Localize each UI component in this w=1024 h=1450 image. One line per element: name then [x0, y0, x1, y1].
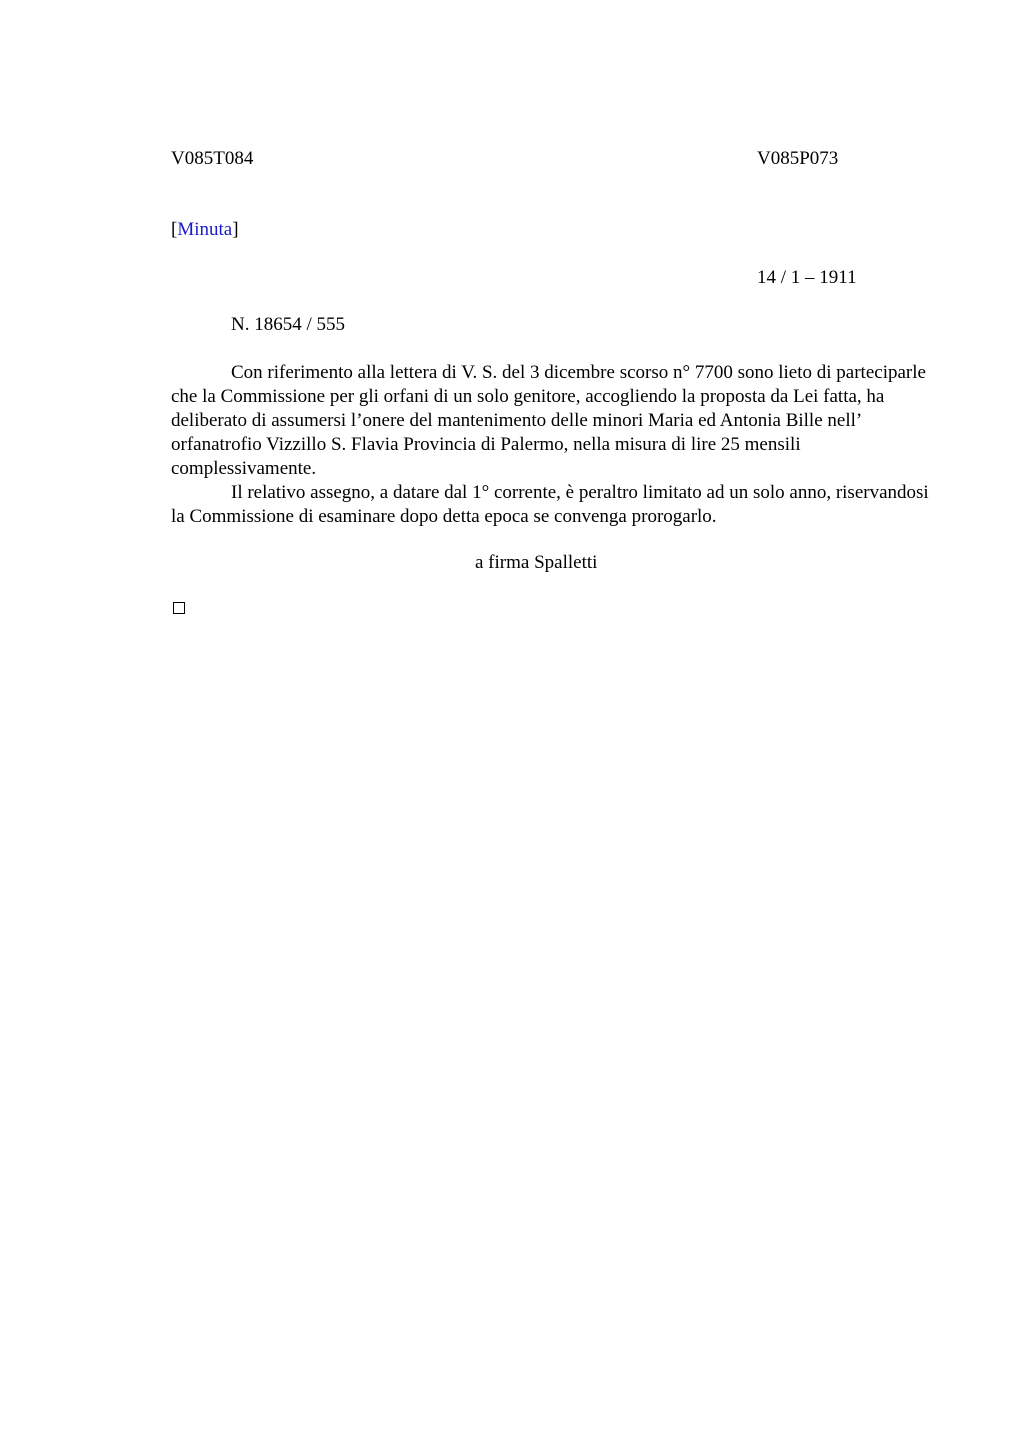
document-code-left: V085T084: [171, 148, 254, 169]
minuta-open-bracket: [: [171, 219, 178, 240]
document-date: 14 / 1 – 1911: [757, 267, 857, 288]
minuta-link[interactable]: Minuta: [177, 219, 233, 240]
minuta-label: [171, 218, 239, 242]
protocol-number: N. 18654 / 555: [231, 314, 345, 335]
document-code-right: V085P073: [757, 148, 839, 169]
letter-paragraph-2: Il relativo assegno, a datare dal 1° corrente, è peraltro limitato ad un solo anno, riservandosi la Commissione di esaminare dopo detta epoca se convenga prorogarlo.: [171, 482, 929, 527]
signature: a firma Spalletti: [475, 552, 598, 573]
letter-body: [171, 361, 931, 529]
minuta-close-bracket: ]: [232, 219, 239, 240]
empty-square-icon: [173, 602, 185, 614]
letter-paragraph-1: Con riferimento alla lettera di V. S. del 3 dicembre scorso n° 7700 sono lieto di parteciparle che la Commissione per gli orfani di un solo genitore, accogliendo la proposta da Lei fatta, ha deliberato di assumersi l’onere del mantenimento delle minori Maria ed Antonia Bille nell’ orfanatrofio Vizzillo S. Flavia Provincia di Palermo, nella misura di lire 25 mensili complessivamente.: [171, 362, 926, 479]
